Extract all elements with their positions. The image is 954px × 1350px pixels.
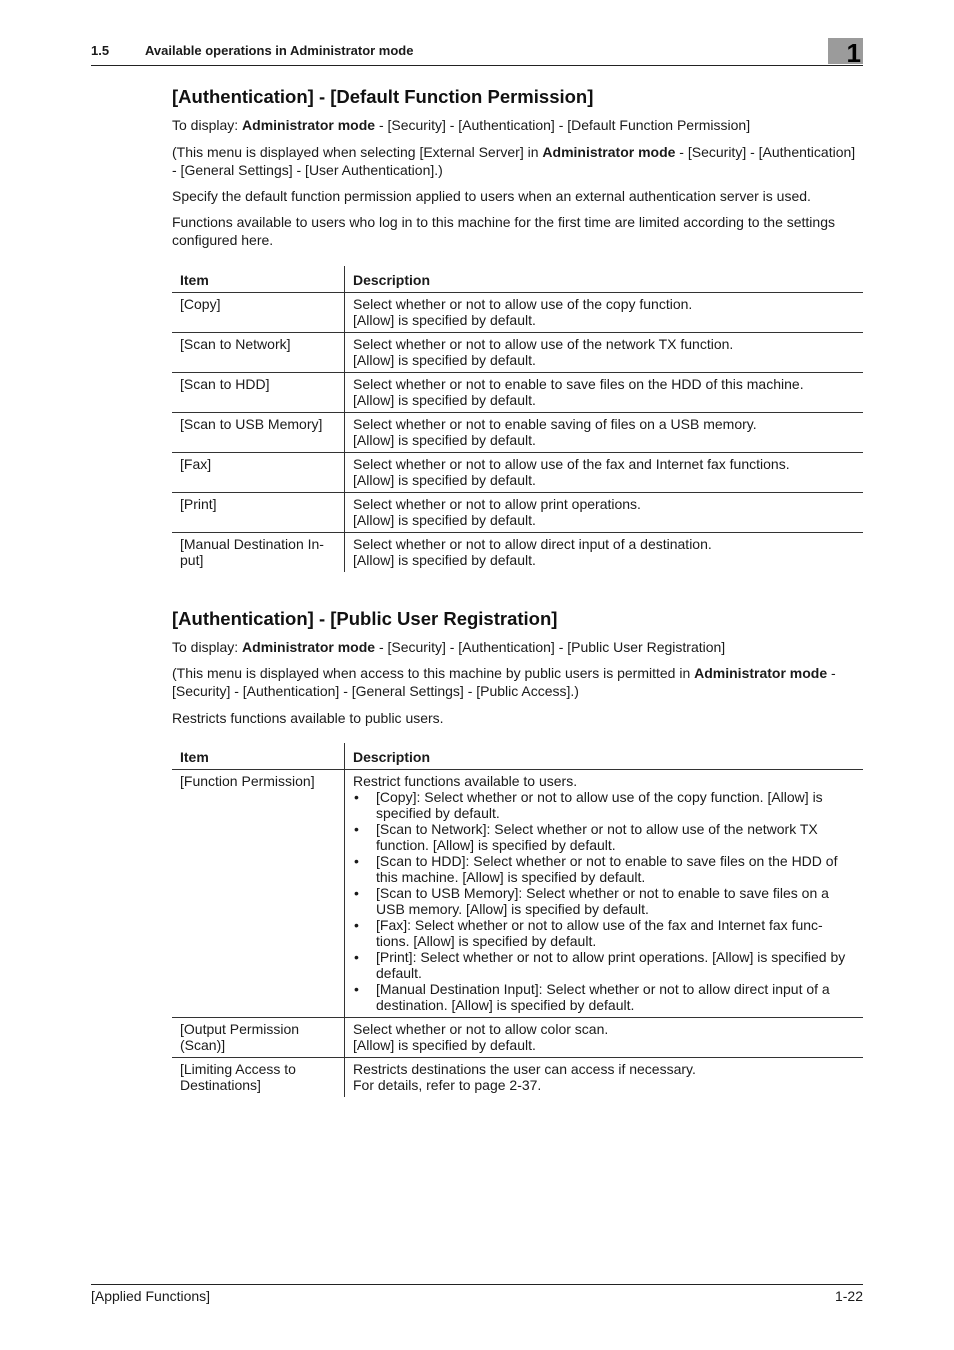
- table-row: [172, 413, 863, 453]
- desc-line: [Allow] is specified by default.: [353, 552, 536, 568]
- section2-title: [Authentication] - [Public User Registration]: [172, 608, 558, 629]
- list-item: • [Scan to HDD]: Select whether or not to enable to save files on the HDD of this machine. [Allow] is specified by default.: [353, 853, 855, 885]
- row-item: [Limiting Access to Destinations]: [172, 1058, 345, 1098]
- list-item: • [Scan to Network]: Select whether or not to allow use of the network TX function. [Allow] is specified by default.: [353, 821, 855, 853]
- display-rest: - [Security] - [Authentication] - [Public User Registration]: [375, 639, 726, 655]
- section1-title: [Authentication] - [Default Function Permission]: [172, 86, 594, 107]
- desc-line: Select whether or not to enable to save files on the HDD of this machine.: [353, 376, 804, 392]
- para1: Restricts functions available to public users.: [172, 710, 444, 726]
- row-description: [345, 1018, 864, 1058]
- footer-title: [Applied Functions]: [91, 1288, 211, 1304]
- section2-table-wrap: [172, 743, 863, 1097]
- row-description: [345, 533, 864, 573]
- section1-note: [172, 144, 863, 179]
- row-item: [Scan to Network]: [172, 333, 345, 373]
- section-title: Available operations in Administrator mode: [145, 43, 414, 58]
- row-description: [345, 333, 864, 373]
- section2-display-path: [172, 639, 863, 657]
- desc-line: [Allow] is specified by default.: [353, 1037, 536, 1053]
- desc-line: Select whether or not to allow use of the network TX function.: [353, 336, 734, 352]
- table-row: [172, 770, 863, 1018]
- section1-para1: [172, 188, 863, 206]
- desc-line: Select whether or not to allow print operations.: [353, 496, 641, 512]
- section1-table-wrap: [172, 266, 863, 572]
- permission-list: [353, 789, 855, 1013]
- page-footer: [91, 1284, 863, 1304]
- list-item: • [Copy]: Select whether or not to allow use of the copy function. [Allow] is specified by default.: [353, 789, 855, 821]
- desc-line: [Allow] is specified by default.: [353, 512, 536, 528]
- desc-line: Select whether or not to enable saving of files on a USB memory.: [353, 416, 757, 432]
- row-item: [Scan to HDD]: [172, 373, 345, 413]
- table-row: [172, 333, 863, 373]
- note-bold: Administrator mode: [542, 144, 676, 160]
- section-default-function-permission: [172, 86, 863, 108]
- desc-line: Select whether or not to allow use of the copy function.: [353, 296, 693, 312]
- table-row: [172, 453, 863, 493]
- note-bold: Administrator mode: [694, 665, 828, 681]
- display-bold: Administrator mode: [242, 117, 376, 133]
- list-item: • [Fax]: Select whether or not to allow use of the fax and Internet fax func- tions. [Allow] is specified by default.: [353, 917, 855, 949]
- section2-note: [172, 665, 863, 700]
- desc-line: Restricts destinations the user can access if necessary.: [353, 1061, 696, 1077]
- desc-line: [Allow] is specified by default.: [353, 432, 536, 448]
- row-item: [Scan to USB Memory]: [172, 413, 345, 453]
- row-item: [Output Permission (Scan)]: [172, 1018, 345, 1058]
- col-description: Description: [345, 743, 864, 770]
- desc-line: [Allow] is specified by default.: [353, 392, 536, 408]
- page-number: 1-22: [834, 1288, 863, 1304]
- table-row: [172, 533, 863, 573]
- row-item: [Copy]: [172, 293, 345, 333]
- col-item: Item: [172, 743, 345, 770]
- page-header: [91, 40, 863, 66]
- public-user-table: [172, 743, 863, 1097]
- row-description: [345, 413, 864, 453]
- row-description: [345, 453, 864, 493]
- row-description: [345, 373, 864, 413]
- desc-line: [Allow] is specified by default.: [353, 352, 536, 368]
- col-description: Description: [345, 266, 864, 293]
- display-prefix: To display:: [172, 117, 243, 133]
- desc-line: For details, refer to page 2-37.: [353, 1077, 542, 1093]
- row-description: [345, 293, 864, 333]
- section2-para1: [172, 710, 863, 728]
- desc-line: Select whether or not to allow color scan.: [353, 1021, 609, 1037]
- para2: Functions available to users who log in to this machine for the first time are limited according to the settings configured here.: [172, 214, 835, 248]
- row-item: [Manual Destination In- put]: [172, 533, 345, 573]
- chapter-badge: 1: [828, 38, 863, 64]
- display-bold: Administrator mode: [242, 639, 376, 655]
- note-post: - [Security] - [Authentication] - [General Settings] - [User Authentication].): [172, 144, 856, 178]
- section1-para2: [172, 214, 863, 249]
- default-permission-table: [172, 266, 863, 572]
- note-post: - [Security] - [Authentication] - [General Settings] - [Public Access].): [172, 665, 836, 699]
- table-row: [172, 373, 863, 413]
- list-item: • [Manual Destination Input]: Select whether or not to allow direct input of a destination. [Allow] is specified by default.: [353, 981, 855, 1013]
- para1: Specify the default function permission applied to users when an external authentication server is used.: [172, 188, 811, 204]
- list-item: • [Scan to USB Memory]: Select whether or not to enable to save files on a USB memory. [Allow] is specified by default.: [353, 885, 855, 917]
- table-row: [172, 493, 863, 533]
- row-description: [345, 1058, 864, 1098]
- desc-line: [Allow] is specified by default.: [353, 312, 536, 328]
- note-pre: (This menu is displayed when selecting [External Server] in: [172, 144, 543, 160]
- row-description: [345, 493, 864, 533]
- desc-line: [Allow] is specified by default.: [353, 472, 536, 488]
- row-item: [Fax]: [172, 453, 345, 493]
- row-description: [345, 770, 864, 1018]
- row-item: [Print]: [172, 493, 345, 533]
- section-public-user-registration: [172, 608, 863, 630]
- table-row: [172, 293, 863, 333]
- table-row: [172, 1058, 863, 1098]
- display-rest: - [Security] - [Authentication] - [Default Function Permission]: [375, 117, 751, 133]
- desc-line: Select whether or not to allow direct input of a destination.: [353, 536, 712, 552]
- table-row: [172, 1018, 863, 1058]
- display-prefix: To display:: [172, 639, 243, 655]
- list-item: • [Print]: Select whether or not to allow print operations. [Allow] is specified by default.: [353, 949, 855, 981]
- section1-display-path: [172, 117, 863, 135]
- desc-intro: Restrict functions available to users.: [353, 773, 578, 789]
- desc-line: Select whether or not to allow use of the fax and Internet fax functions.: [353, 456, 790, 472]
- section-number: 1.5: [91, 43, 110, 58]
- col-item: Item: [172, 266, 345, 293]
- note-pre: (This menu is displayed when access to this machine by public users is permitted in: [172, 665, 695, 681]
- row-item: [Function Permission]: [172, 770, 345, 1018]
